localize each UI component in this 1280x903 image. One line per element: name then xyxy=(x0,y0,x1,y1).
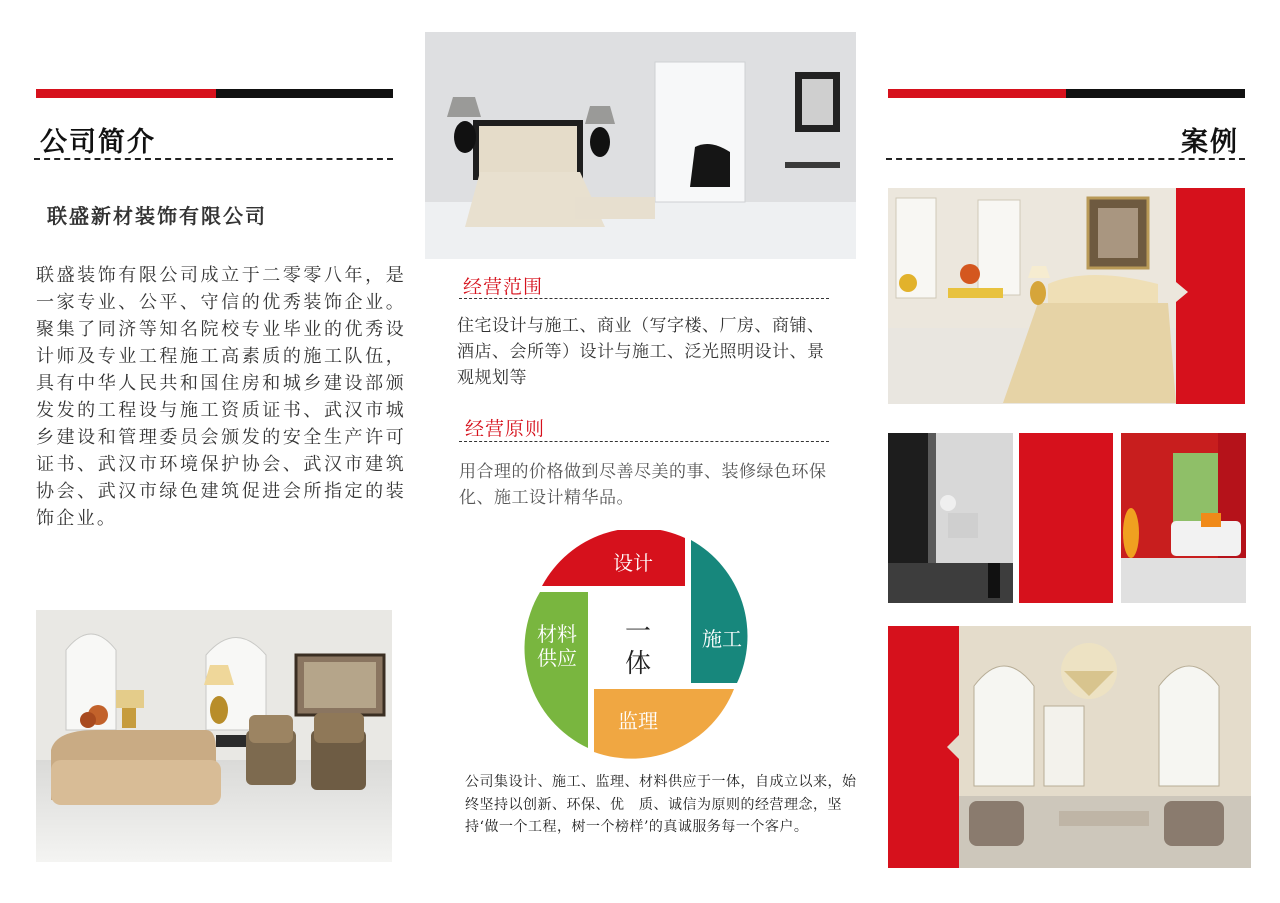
diagram-label-materials: 材料供应 xyxy=(537,622,577,670)
case-photo-4 xyxy=(959,626,1251,868)
bedroom-photo xyxy=(425,32,856,259)
right-section-title: 案例 xyxy=(1181,127,1239,158)
principle-text: 用合理的价格做到尽善尽美的事、装修绿色环保化、施工设计精华品。 xyxy=(459,462,827,508)
company-intro: 联盛装饰有限公司成立于二零零八年，是一家专业、公平、守信的优秀装饰企业。聚集了同济等知名院校专业毕业的优秀设计师及专业工程施工高素质的施工队伍，具有中华人民共和国住房和城乡建设部颁发发的工程设与施工资质证书、武汉市城乡建设和管理委员会颁发的安全生产许可证书、武汉市环境保护协会、武汉市建筑协会、武汉市绿色建筑促进会所指定的装饰企业。 xyxy=(36,265,406,529)
case-accent-1-notch xyxy=(1176,282,1188,302)
scope-divider xyxy=(459,298,829,299)
diagram-label-design: 设计 xyxy=(613,551,653,575)
right-title-divider xyxy=(886,158,1245,160)
case-photo-2 xyxy=(888,433,1013,603)
diagram-center-label: 一体 xyxy=(624,617,651,679)
living-room-photo xyxy=(36,610,392,862)
scope-title: 经营范围 xyxy=(463,276,544,298)
left-section-title: 公司简介 xyxy=(40,127,156,158)
right-header-bar xyxy=(888,89,1245,98)
diagram-label-construction: 施工 xyxy=(702,627,742,651)
left-title-divider xyxy=(34,158,393,160)
principle-divider xyxy=(459,441,829,442)
integration-diagram xyxy=(520,530,760,760)
diagram-label-supervision: 监理 xyxy=(618,709,658,733)
company-name: 联盛新材装饰有限公司 xyxy=(47,204,267,228)
case-photo-3 xyxy=(1121,433,1246,603)
principle-title: 经营原则 xyxy=(465,418,546,440)
scope-text: 住宅设计与施工、商业（写字楼、厂房、商铺、酒店、会所等）设计与施工、泛光照明设计、景观规划等 xyxy=(457,316,825,388)
left-header-bar xyxy=(36,89,393,98)
company-summary: 公司集设计、施工、监理、材料供应于一体，自成立以来，始终坚持以创新、环保、优 质、诚信为原则的经营理念，坚持‘做一个工程，树一个榜样’的真诚服务每一个客户。 xyxy=(465,774,857,835)
case-photo-1 xyxy=(888,188,1176,404)
case-accent-3-notch xyxy=(947,735,959,759)
segment-materials xyxy=(524,592,588,748)
case-accent-2 xyxy=(1019,433,1113,603)
segment-construction xyxy=(691,540,747,683)
segment-supervision xyxy=(594,689,734,759)
